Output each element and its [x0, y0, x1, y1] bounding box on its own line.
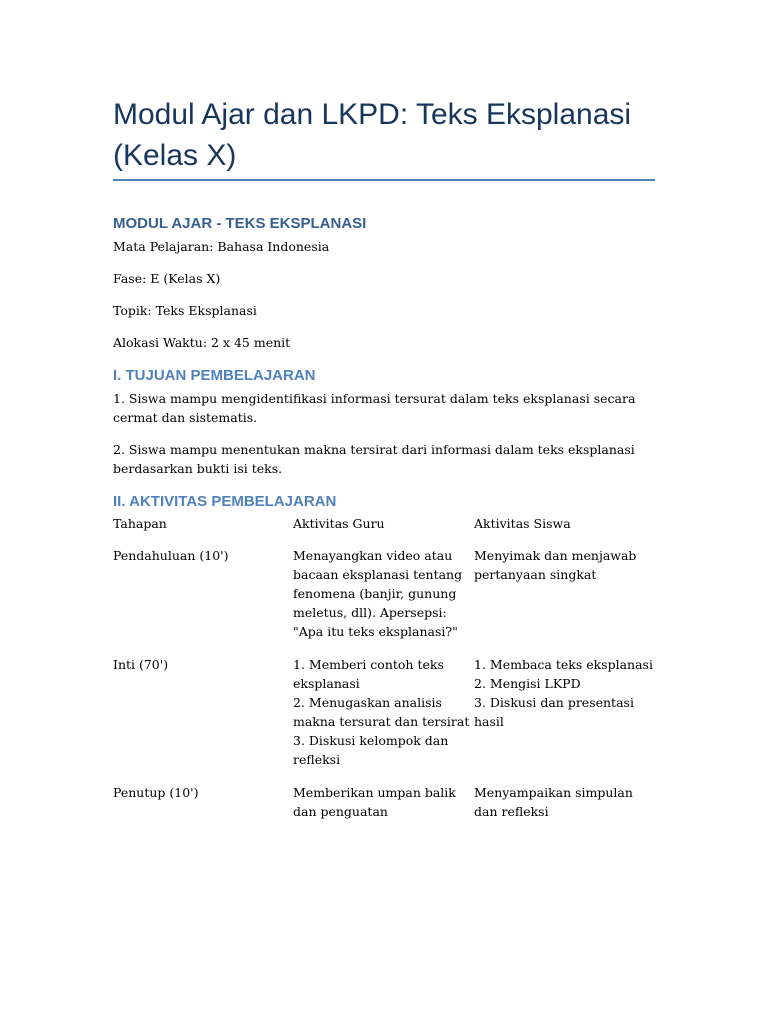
- cell-line: 3. Diskusi kelompok dan: [293, 733, 449, 748]
- cell-line: "Apa itu teks eksplanasi?": [293, 624, 458, 639]
- cell-line: 2. Mengisi LKPD: [474, 676, 581, 691]
- cell-line: pertanyaan singkat: [474, 567, 597, 582]
- table-header-tahapan: Tahapan: [113, 516, 167, 531]
- tujuan-item-1: 1. Siswa mampu mengidentifikasi informasi tersurat dalam teks eksplanasi secara cermat dan sistematis.: [113, 391, 636, 425]
- title-underline: [113, 179, 655, 181]
- cell-line: fenomena (banjir, gunung: [293, 586, 457, 601]
- table-header-aktivitas-siswa: Aktivitas Siswa: [474, 516, 571, 531]
- cell-line: refleksi: [293, 752, 341, 767]
- info-alokasi-waktu: Alokasi Waktu: 2 x 45 menit: [113, 335, 291, 350]
- cell-line: 1. Memberi contoh teks: [293, 657, 444, 672]
- table-row-inti-guru: [293, 655, 470, 769]
- aktivitas-heading: II. AKTIVITAS PEMBELAJARAN: [113, 493, 337, 510]
- cell-line: 1. Membaca teks eksplanasi: [474, 657, 653, 672]
- cell-line: bacaan eksplanasi tentang: [293, 567, 463, 582]
- section-heading: MODUL AJAR - TEKS EKSPLANASI: [113, 215, 367, 232]
- cell-line: hasil: [474, 714, 504, 729]
- tujuan-heading: I. TUJUAN PEMBELAJARAN: [113, 367, 316, 384]
- cell-line: 2. Menugaskan analisis: [293, 695, 442, 710]
- cell-line: dan penguatan: [293, 804, 388, 819]
- tujuan-item-2: 2. Siswa mampu menentukan makna tersirat dari informasi dalam teks eksplanasi berdasarkan bukti isi teks.: [113, 442, 635, 476]
- cell-line: 3. Diskusi dan presentasi: [474, 695, 634, 710]
- table-row-inti-siswa: [474, 655, 653, 731]
- table-row-pendahuluan-guru: [293, 546, 465, 641]
- info-mata-pelajaran: Mata Pelajaran: Bahasa Indonesia: [113, 239, 330, 254]
- info-fase: Fase: E (Kelas X): [113, 271, 221, 286]
- table-row-pendahuluan-siswa: [474, 546, 650, 584]
- table-header-aktivitas-guru: Aktivitas Guru: [293, 516, 385, 531]
- table-row-penutup-guru: [293, 783, 465, 821]
- document-title: Modul Ajar dan LKPD: Teks Eksplanasi (Kelas X): [113, 98, 632, 172]
- cell-line: meletus, dll). Apersepsi:: [293, 605, 447, 620]
- table-row-inti-tahapan: Inti (70'): [113, 657, 169, 672]
- table-row-penutup-tahapan: Penutup (10'): [113, 785, 199, 800]
- cell-line: dan refleksi: [474, 804, 549, 819]
- table-row-penutup-siswa: [474, 783, 650, 821]
- cell-line: eksplanasi: [293, 676, 360, 691]
- cell-line: Menyampaikan simpulan: [474, 785, 633, 800]
- info-topik: Topik: Teks Eksplanasi: [113, 303, 257, 318]
- table-row-pendahuluan-tahapan: Pendahuluan (10'): [113, 548, 229, 563]
- cell-line: Menayangkan video atau: [293, 548, 453, 563]
- cell-line: Memberikan umpan balik: [293, 785, 456, 800]
- cell-line: Menyimak dan menjawab: [474, 548, 637, 563]
- cell-line: makna tersurat dan tersirat: [293, 714, 470, 729]
